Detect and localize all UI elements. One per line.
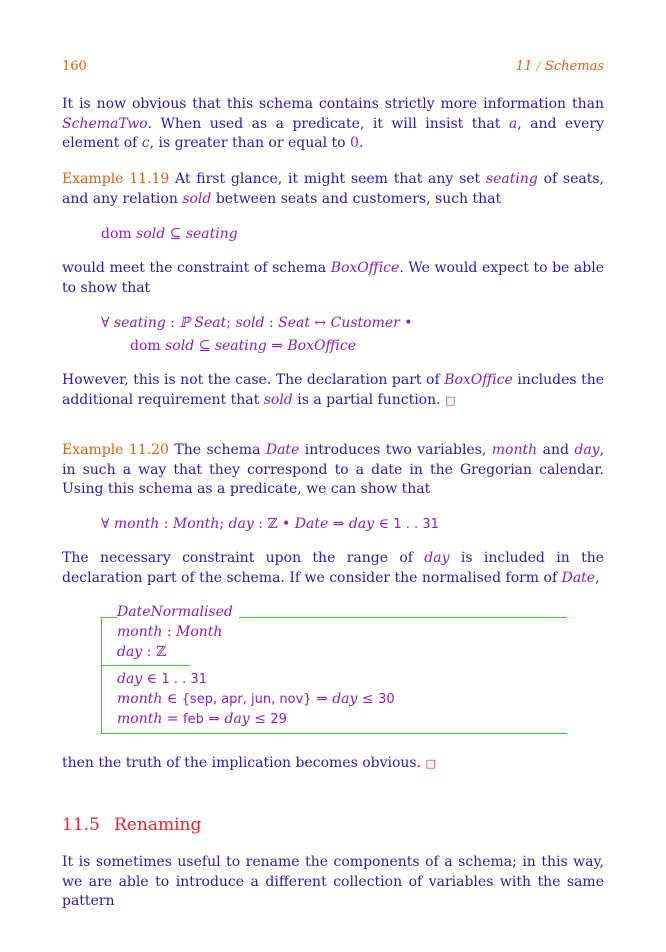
type: Month — [172, 516, 220, 532]
math-op: ∈ — [166, 691, 178, 707]
variable: day — [424, 550, 450, 566]
math-op: = — [166, 711, 179, 727]
math-op: ⇒ — [208, 711, 221, 727]
schema-left-rule — [101, 617, 102, 734]
text: , and every element of — [62, 115, 604, 151]
math-op: • — [404, 315, 413, 331]
text: of seats, and any relation — [62, 171, 605, 207]
math-op: : — [268, 315, 274, 331]
schema-decl-day — [117, 643, 166, 662]
math-op: ≤ — [361, 691, 374, 707]
variable: month — [491, 442, 538, 458]
range: 1 . . 31 — [393, 517, 439, 532]
type: Seat ↔ Customer — [278, 315, 400, 331]
variable: seating — [113, 315, 166, 331]
month-value: feb — [183, 712, 204, 727]
number: 29 — [270, 712, 287, 727]
math-op: dom — [101, 226, 132, 242]
month-set: {sep, apr, jun, nov} — [181, 692, 312, 707]
section-number: 11.5 — [62, 815, 100, 835]
math-op: ∀ — [101, 516, 110, 532]
chapter-title: Schemas — [544, 59, 604, 74]
math-forall-seating — [101, 314, 413, 333]
text: It is sometimes useful to rename the components of a schema; in this way, we are able to introduce a different collection of variables with the same pattern — [62, 854, 604, 909]
text: would meet the constraint of schema — [62, 260, 327, 276]
math-op: : — [163, 516, 169, 532]
math-forall-month — [101, 515, 439, 534]
variable: seating — [185, 226, 238, 242]
variable: day — [117, 644, 143, 660]
math-op: : — [166, 624, 172, 640]
text: . We would expect to be able to show that — [62, 260, 605, 296]
qed-mark: □ — [425, 757, 436, 770]
text: is included in the declaration part of the schema. If we consider the normalised form of — [62, 550, 604, 586]
variable: sold — [182, 190, 212, 207]
paragraph-renaming — [62, 853, 604, 912]
page-number: 160 — [62, 59, 87, 74]
schema-ref: Date — [265, 442, 300, 458]
schema-ref: Date — [561, 569, 596, 586]
type: ℤ — [267, 516, 278, 532]
paragraph-schema-info — [62, 95, 604, 154]
schema-pred-feb — [117, 710, 287, 729]
math-op: ⊆ — [169, 226, 182, 242]
text: The necessary constraint upon the range of — [62, 550, 413, 566]
variable: month — [117, 711, 163, 727]
variable: day — [348, 516, 375, 532]
text: However, this is not the case. The declaration part of — [62, 372, 440, 388]
variable: day — [224, 711, 250, 727]
text: , in such a way that they correspond to a date in the Gregorian calendar. Using this schema as a predicate, we can show that — [62, 442, 605, 497]
math-op: ⊆ — [198, 338, 211, 354]
math-dom-subset — [101, 225, 238, 244]
variable: month — [117, 691, 163, 707]
text: introduces two variables, — [304, 442, 487, 458]
variable: seating — [485, 171, 538, 187]
math-dom-implies — [130, 337, 356, 356]
math-op: ∈ — [378, 516, 389, 532]
schema-decl-month — [117, 623, 222, 642]
text: between seats and customers, such that — [215, 190, 502, 207]
example-11-20 — [62, 441, 604, 500]
text: is a partial function. — [297, 391, 441, 408]
text: , is greater than or equal to — [149, 135, 346, 151]
math-op: : — [146, 644, 152, 660]
variable: month — [117, 624, 163, 640]
schema-name: DateNormalised — [117, 604, 239, 620]
number: 0 — [350, 135, 359, 151]
variable: day — [228, 516, 254, 532]
text: includes the additional requirement that — [62, 372, 605, 408]
paragraph-boxoffice — [62, 259, 604, 298]
variable: month — [113, 516, 160, 532]
schema-pred-range — [117, 670, 207, 689]
math-op: dom — [130, 338, 161, 354]
running-header — [516, 59, 604, 74]
text: , — [595, 569, 600, 586]
variable: day — [574, 442, 600, 458]
variable: day — [332, 691, 358, 707]
math-op: ⇒ — [316, 691, 328, 707]
text: then the truth of the implication becomes obvious. — [62, 755, 422, 771]
variable: sold — [136, 226, 166, 242]
variable: c — [141, 135, 150, 151]
number: 30 — [378, 692, 395, 707]
example-label: Example 11.19 — [62, 171, 170, 187]
schema-ref: BoxOffice — [287, 338, 356, 354]
section-title: Renaming — [114, 815, 202, 835]
qed-mark: □ — [445, 393, 456, 407]
text: The schema — [174, 442, 261, 458]
section-heading — [62, 815, 201, 835]
text: At first glance, it might seem that any set — [175, 171, 481, 187]
example-label: Example 11.20 — [62, 442, 169, 458]
type: Month — [176, 624, 223, 640]
header-separator: / — [536, 59, 541, 74]
type: ℤ — [155, 644, 167, 660]
text: and — [542, 442, 569, 458]
paragraph-however — [62, 371, 604, 410]
schema-ref: BoxOffice — [330, 260, 400, 276]
text: It is now obvious that this schema contains strictly more information than — [62, 96, 604, 112]
text: . When used as a predicate, it will insist that — [147, 115, 501, 132]
type: ℙ Seat — [179, 315, 227, 331]
schema-divider — [101, 665, 190, 666]
schema-ref: Date — [294, 516, 329, 532]
schema-pred-30days — [117, 690, 395, 709]
schema-bottom-rule — [101, 733, 567, 734]
variable: a — [508, 115, 518, 132]
math-op: ∀ — [101, 315, 110, 331]
math-op: ; — [219, 516, 225, 532]
schema-ref: BoxOffice — [444, 372, 513, 388]
example-11-19 — [62, 170, 604, 209]
math-op: : — [258, 516, 263, 532]
chapter-number: 11 — [515, 59, 533, 74]
paragraph-then — [62, 754, 604, 774]
range: 1 . . 31 — [161, 672, 207, 687]
math-op: ⇒ — [271, 338, 283, 354]
variable: day — [117, 671, 143, 687]
math-op: ; — [226, 315, 231, 331]
paragraph-necessary — [62, 549, 604, 588]
math-op: ∈ — [146, 671, 158, 687]
math-op: ⇒ — [332, 516, 345, 532]
variable: seating — [214, 338, 267, 354]
variable: sold — [263, 391, 293, 408]
math-op: : — [170, 315, 175, 331]
schema-ref: SchemaTwo — [62, 115, 148, 132]
variable: sold — [165, 338, 195, 354]
math-op: ≤ — [254, 711, 266, 727]
math-op: • — [282, 516, 291, 532]
text: . — [358, 135, 364, 151]
variable: sold — [235, 315, 265, 331]
